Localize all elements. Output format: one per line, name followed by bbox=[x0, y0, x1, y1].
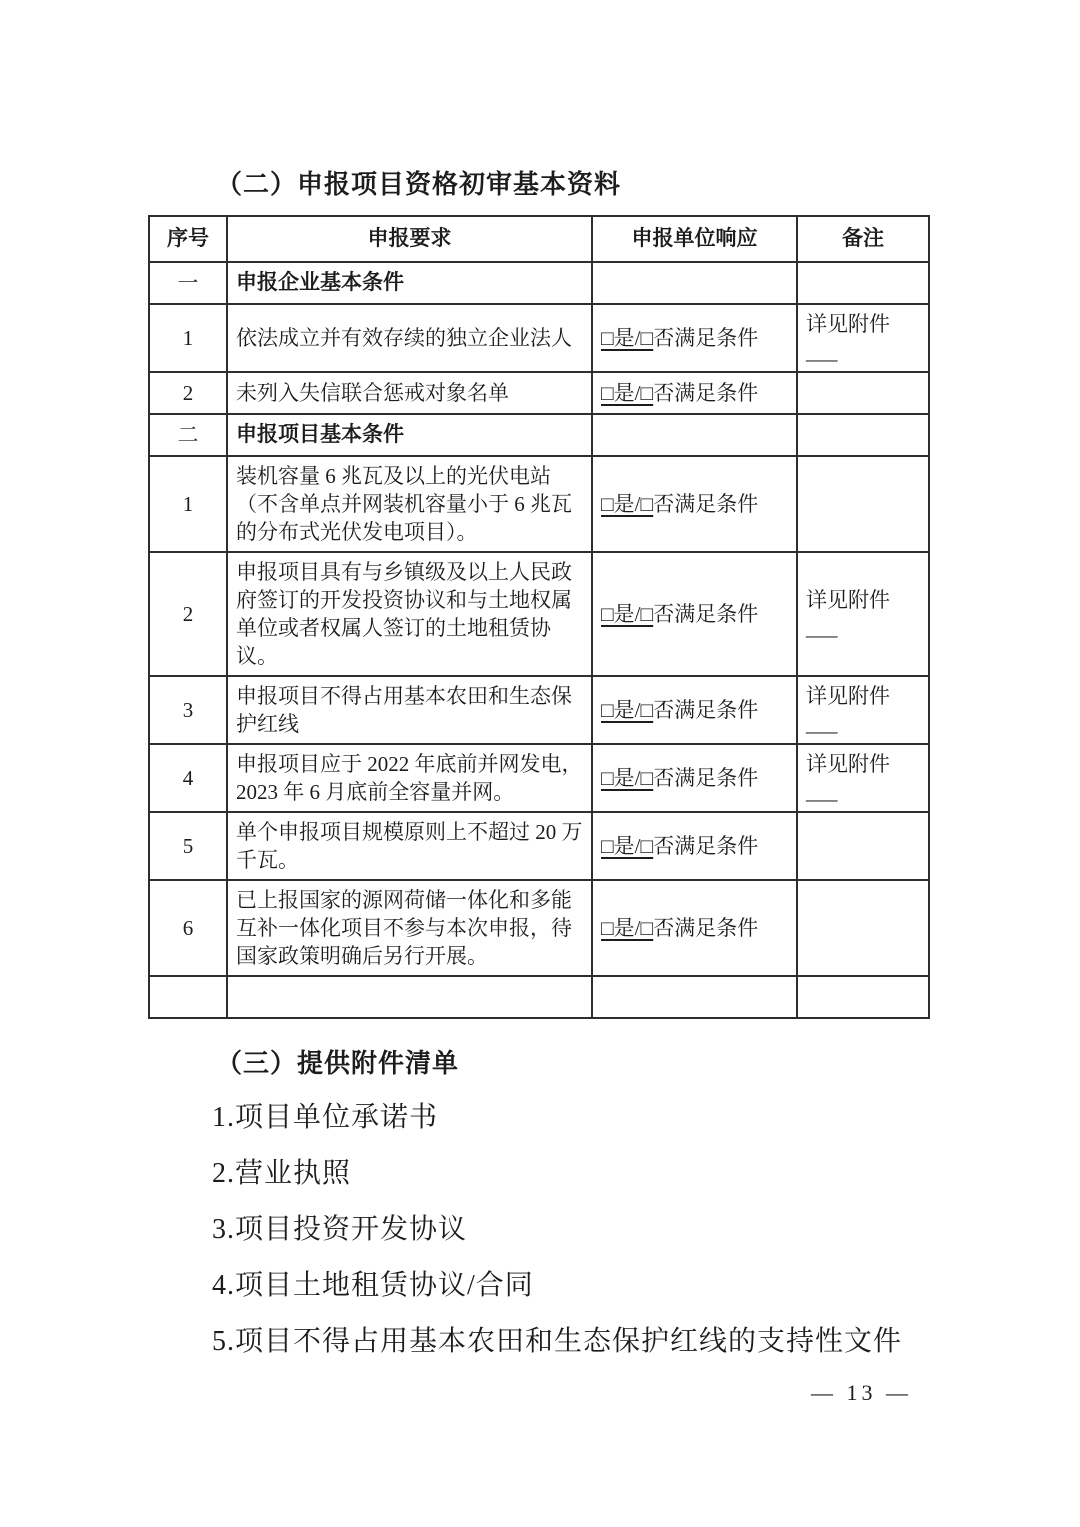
cell-requirement: 单个申报项目规模原则上不超过 20 万千瓦。 bbox=[227, 812, 592, 880]
table-row bbox=[149, 880, 929, 976]
cell-remark bbox=[797, 262, 929, 304]
cell-serial: 1 bbox=[149, 304, 227, 372]
yes-no-checkboxes: □是/□ bbox=[601, 698, 654, 722]
cell-serial: 2 bbox=[149, 372, 227, 414]
table-row bbox=[149, 304, 929, 372]
cell-requirement: 申报项目应于 2022 年底前并网发电，2023 年 6 月底前全容量并网。 bbox=[227, 744, 592, 812]
cell-serial: 2 bbox=[149, 552, 227, 676]
yes-no-checkboxes: □是/□ bbox=[601, 834, 654, 858]
cell-response bbox=[592, 880, 797, 976]
header-response: 申报单位响应 bbox=[592, 216, 797, 262]
cell-response bbox=[592, 372, 797, 414]
section-2-title: （二）申报项目资格初审基本资料 bbox=[216, 170, 622, 199]
cell-requirement: 申报项目具有与乡镇级及以上人民政府签订的开发投资协议和与土地权属单位或者权属人签订的土地租赁协议。 bbox=[227, 552, 592, 676]
cell-remark: 详见附件___ bbox=[797, 552, 929, 676]
cell-serial: 3 bbox=[149, 676, 227, 744]
header-requirement: 申报要求 bbox=[227, 216, 592, 262]
table-row bbox=[149, 676, 929, 744]
cell-requirement bbox=[227, 976, 592, 1018]
table-header-row bbox=[149, 216, 929, 262]
cell-remark bbox=[797, 414, 929, 456]
attachment-item: 3.项目投资开发协议 bbox=[212, 1214, 468, 1245]
table-row bbox=[149, 976, 929, 1018]
cell-requirement: 申报项目基本条件 bbox=[227, 414, 592, 456]
cell-response bbox=[592, 456, 797, 552]
cell-serial: 4 bbox=[149, 744, 227, 812]
cell-requirement: 申报企业基本条件 bbox=[227, 262, 592, 304]
cell-response bbox=[592, 976, 797, 1018]
cell-serial: 5 bbox=[149, 812, 227, 880]
cell-remark bbox=[797, 372, 929, 414]
cell-response bbox=[592, 676, 797, 744]
cell-response bbox=[592, 552, 797, 676]
page-number: — 13 — bbox=[811, 1380, 912, 1405]
attachment-item: 2.营业执照 bbox=[212, 1158, 352, 1189]
table-row bbox=[149, 552, 929, 676]
cell-requirement: 装机容量 6 兆瓦及以上的光伏电站（不含单点并网装机容量小于 6 兆瓦的分布式光伏发电项目）。 bbox=[227, 456, 592, 552]
header-remark: 备注 bbox=[797, 216, 929, 262]
cell-serial: 1 bbox=[149, 456, 227, 552]
cell-response bbox=[592, 262, 797, 304]
response-text: 否满足条件 bbox=[653, 698, 759, 722]
attachment-item: 5.项目不得占用基本农田和生态保护红线的支持性文件 bbox=[212, 1326, 903, 1357]
cell-remark bbox=[797, 456, 929, 552]
header-serial: 序号 bbox=[149, 216, 227, 262]
response-text: 否满足条件 bbox=[653, 602, 759, 626]
table-row bbox=[149, 372, 929, 414]
table-row bbox=[149, 744, 929, 812]
section-3-title: （三）提供附件清单 bbox=[216, 1049, 460, 1078]
cell-remark bbox=[797, 976, 929, 1018]
response-text: 否满足条件 bbox=[653, 326, 759, 350]
qualification-review-table bbox=[148, 215, 930, 1019]
cell-serial: 6 bbox=[149, 880, 227, 976]
yes-no-checkboxes: □是/□ bbox=[601, 766, 654, 790]
cell-requirement: 依法成立并有效存续的独立企业法人 bbox=[227, 304, 592, 372]
cell-response bbox=[592, 812, 797, 880]
yes-no-checkboxes: □是/□ bbox=[601, 916, 654, 940]
yes-no-checkboxes: □是/□ bbox=[601, 381, 654, 405]
cell-requirement: 未列入失信联合惩戒对象名单 bbox=[227, 372, 592, 414]
table-row bbox=[149, 456, 929, 552]
response-text: 否满足条件 bbox=[653, 492, 759, 516]
yes-no-checkboxes: □是/□ bbox=[601, 326, 654, 350]
cell-requirement: 申报项目不得占用基本农田和生态保护红线 bbox=[227, 676, 592, 744]
response-text: 否满足条件 bbox=[653, 381, 759, 405]
cell-response bbox=[592, 744, 797, 812]
cell-remark bbox=[797, 880, 929, 976]
cell-remark: 详见附件___ bbox=[797, 304, 929, 372]
table-row bbox=[149, 414, 929, 456]
cell-requirement: 已上报国家的源网荷储一体化和多能互补一体化项目不参与本次申报，待国家政策明确后另行开展。 bbox=[227, 880, 592, 976]
table-row bbox=[149, 812, 929, 880]
cell-response bbox=[592, 304, 797, 372]
cell-remark: 详见附件___ bbox=[797, 676, 929, 744]
cell-serial: 二 bbox=[149, 414, 227, 456]
table-row bbox=[149, 262, 929, 304]
response-text: 否满足条件 bbox=[653, 916, 759, 940]
yes-no-checkboxes: □是/□ bbox=[601, 602, 654, 626]
yes-no-checkboxes: □是/□ bbox=[601, 492, 654, 516]
cell-response bbox=[592, 414, 797, 456]
attachment-item: 1.项目单位承诺书 bbox=[212, 1102, 439, 1133]
attachment-item: 4.项目土地租赁协议/合同 bbox=[212, 1270, 534, 1301]
cell-remark: 详见附件___ bbox=[797, 744, 929, 812]
cell-remark bbox=[797, 812, 929, 880]
cell-serial bbox=[149, 976, 227, 1018]
response-text: 否满足条件 bbox=[653, 834, 759, 858]
response-text: 否满足条件 bbox=[653, 766, 759, 790]
cell-serial: 一 bbox=[149, 262, 227, 304]
attachment-list bbox=[212, 1102, 928, 1358]
